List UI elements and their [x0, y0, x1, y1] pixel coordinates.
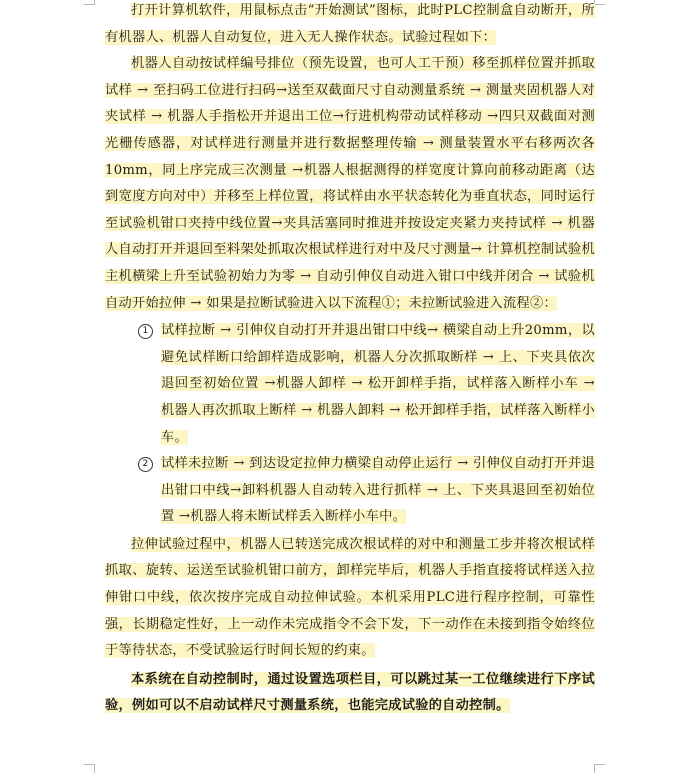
list-item: [105, 451, 595, 531]
paragraph-process-text: 机器人自动按试样编号排位（预先设置，也可人工干预）移至抓样位置并抓取试样 → 至扫码工位进行扫码→送至双截面尺寸自动测量系统 → 测量夹固机器人对夹试样 → 机器人手指松开并退出工位→行进机构带动试样移动 →四只双截面对测光栅传感器，对试样进行测量并进行数据整理传输 → 测量装置水平右移两次各10mm，同上序完成三次测量 →机器人根据测得的样宽度计算向前移动距离（达到宽度方向对中）并移至上样位置，将试样由水平状态转化为垂直状态，同时运行至试验机钳口夹持中线位置→夹具活塞同时推进并按设定夹紧力夹持试样 → 机器人自动打开并退回至料架处抓取次根试样进行对中及尺寸测量→ 计算机控制试验机主机横梁上升至试验初始力为零 → 自动引伸仪自动进入钳口中线并闭合 → 试验机自动开始拉伸 → 如果是拉断试验进入以下流程①；未拉断试验进入流程②：: [105, 56, 595, 311]
list-item: [105, 318, 595, 451]
list-marker: 2: [138, 457, 153, 472]
paragraph-intro: [105, 0, 595, 51]
list-marker: 1: [138, 324, 153, 339]
list-item-text: 试样拉断 → 引伸仪自动打开并退出钳口中线→ 横梁自动上升20mm，以避免试样断口给卸样造成影响，机器人分次抓取断样 → 上、下夹具依次退回至初始位置 →机器人卸样 → 松开卸样手指，试样落入断样小车 → 机器人再次抓取上断样 → 机器人卸料 → 松开卸样手指，试样落入断样小车。: [161, 323, 595, 445]
paragraph-auto-control-text: 本系统在自动控制时，通过设置选项栏目，可以跳过某一工位继续进行下序试验，例如可以不启动试样尺寸测量系统，也能完成试验的自动控制。: [105, 671, 595, 714]
paragraph-intro-text: 打开计算机软件，用鼠标点击“开始测试”图标，此时PLC控制盒自动断开，所有机器人、机器人自动复位，进入无人操作状态。试验过程如下：: [105, 3, 595, 45]
paragraph-tensile-text: 拉伸试验过程中，机器人已转送完成次根试样的对中和测量工步并将次根试样抓取、旋转、运送至试验机钳口前方，卸样完毕后，机器人手指直接将试样送入拉伸钳口中线，依次按序完成自动拉伸试验。本机采用PLC进行程序控制，可靠性强，长期稳定性好，上一动作未完成指令不会下发，下一动作在未接到指令始终位于等待状态，不受试验运行时间长短的约束。: [105, 536, 595, 659]
page-corner-mark: [594, 0, 605, 5]
paragraph-process: [105, 51, 595, 317]
paragraph-tensile: [105, 532, 595, 665]
list-item-text: 试样未拉断 → 到达设定拉伸力横梁自动停止运行 → 引伸仪自动打开并退出钳口中线→卸料机器人自动转入进行抓样 → 上、下夹具退回至初始位置 →机器人将未断试样丢入断样小车中。: [161, 456, 595, 525]
paragraph-auto-control: [105, 667, 595, 720]
document-body: [105, 0, 595, 720]
page-corner-mark: [84, 0, 95, 5]
